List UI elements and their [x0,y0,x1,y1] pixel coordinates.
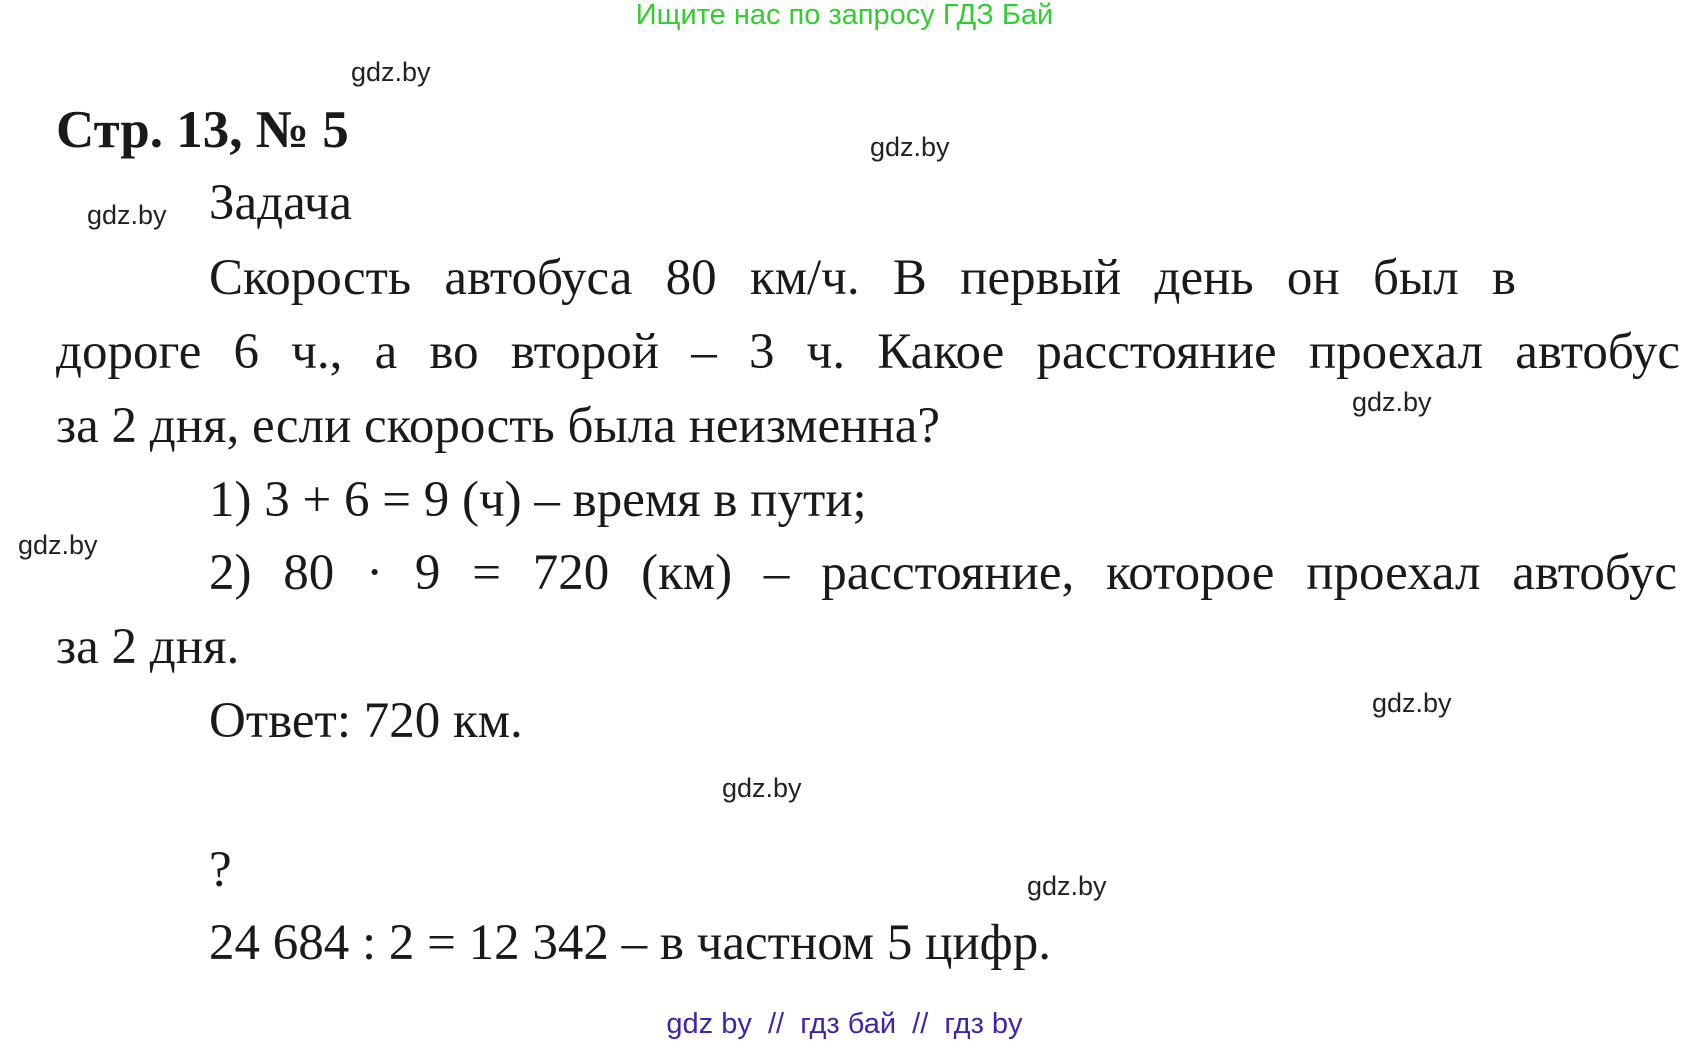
watermark: gdz.by [722,773,802,803]
solution-step-1: 1) 3 + 6 = 9 (ч) – время в пути; [209,472,867,528]
problem-line-1: Скорость автобуса 80 км/ч. В первый день он был в [209,250,1516,306]
answer: Ответ: 720 км. [209,693,523,749]
solution-step-2-continued: за 2 дня. [56,619,240,675]
watermark: gdz.by [1352,387,1432,417]
page-title: Стр. 13, № 5 [56,101,349,159]
watermark: gdz.by [87,200,167,230]
watermark: gdz.by [870,132,950,162]
watermark: gdz.by [1372,688,1452,718]
watermark: gdz.by [18,530,98,560]
problem-line-3: за 2 дня, если скорость была неизменна? [56,398,941,454]
top-banner: Ищите нас по запросу ГДЗ Бай [635,0,1054,31]
problem-line-2: дороге 6 ч., а во второй – 3 ч. Какое расстояние проехал автобус [56,324,1680,380]
task-label: Задача [209,175,353,231]
equation: 24 684 : 2 = 12 342 – в частном 5 цифр. [209,915,1051,971]
watermark: gdz.by [351,57,431,87]
watermark: gdz.by [1027,871,1107,901]
solution-step-2: 2) 80 · 9 = 720 (км) – расстояние, которое проехал автобус [209,545,1677,601]
footer-links: gdz by // гдз бай // гдз by [666,1008,1023,1040]
question-mark: ? [209,842,232,898]
